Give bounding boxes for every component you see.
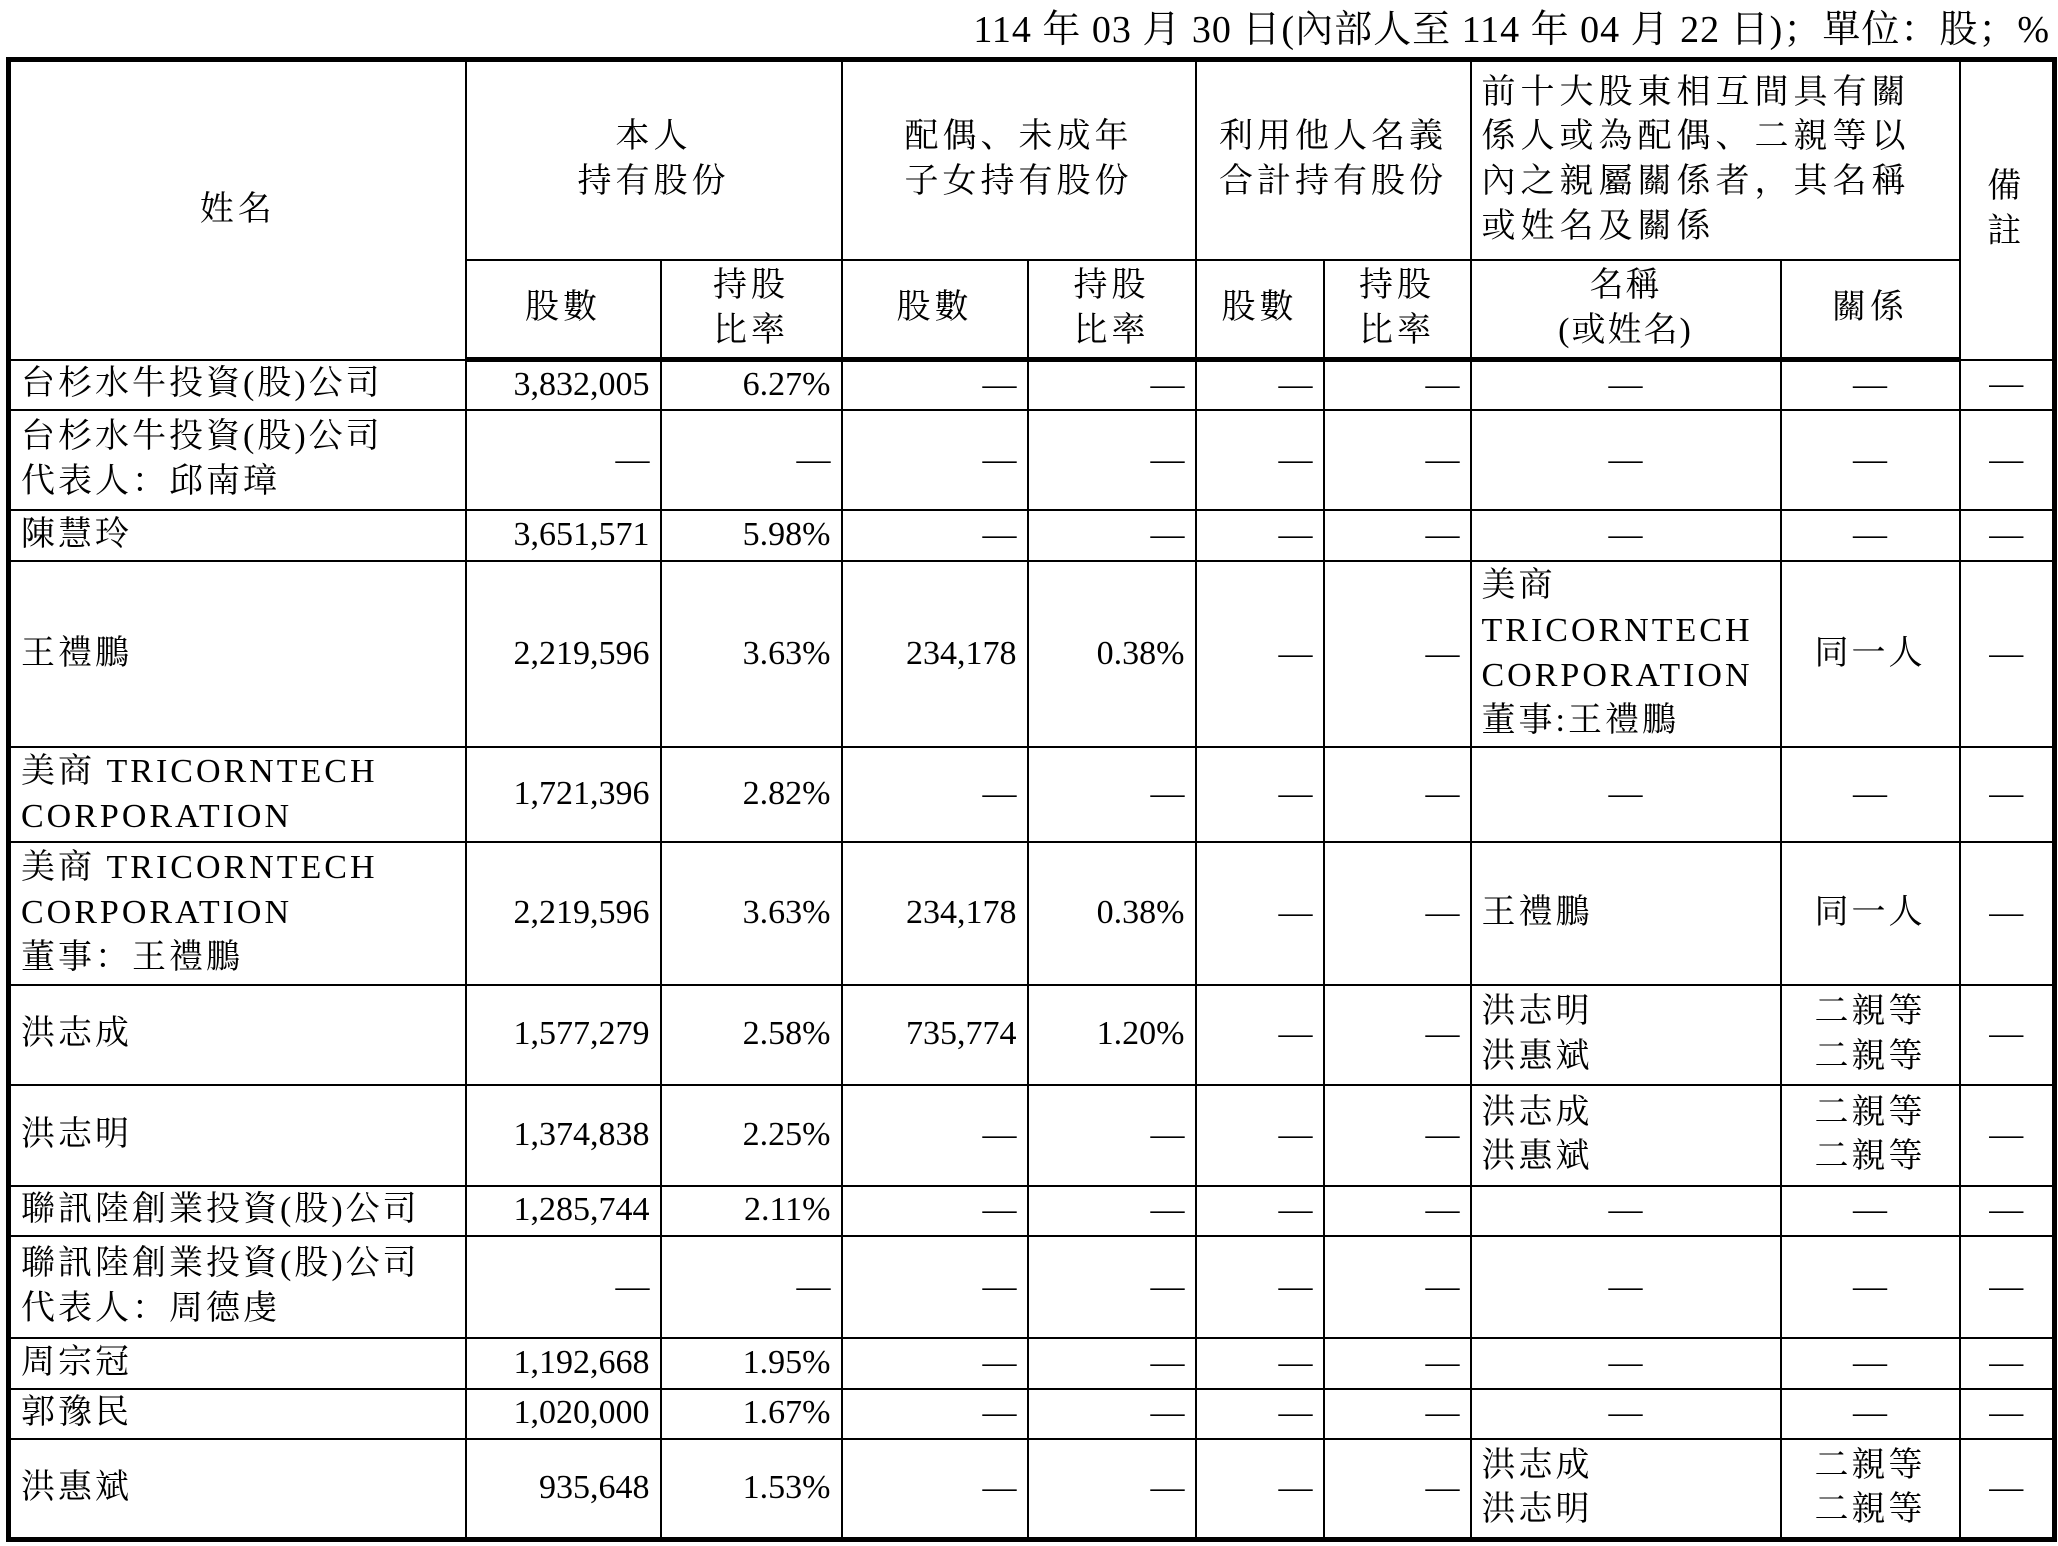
cell-nominee-shares: — xyxy=(1196,561,1324,748)
header-related-name: 名稱 (或姓名) xyxy=(1471,260,1781,360)
header-self-shares: 股數 xyxy=(466,260,661,360)
cell-related-relation: 二親等 二親等 xyxy=(1781,985,1960,1086)
cell-name: 陳慧玲 xyxy=(9,510,466,560)
table-row xyxy=(9,1338,2055,1388)
cell-remark: — xyxy=(1960,1338,2055,1388)
cell-related-relation: — xyxy=(1781,747,1960,841)
cell-nominee-ratio: — xyxy=(1324,1439,1471,1540)
cell-self-ratio: 1.53% xyxy=(661,1439,842,1540)
cell-related-relation: — xyxy=(1781,360,1960,410)
cell-nominee-shares: — xyxy=(1196,1236,1324,1339)
cell-self-ratio: 2.25% xyxy=(661,1085,842,1186)
cell-spouse-ratio: — xyxy=(1028,1389,1196,1439)
cell-related-name: 洪志明 洪惠斌 xyxy=(1471,985,1781,1086)
cell-self-ratio: 2.11% xyxy=(661,1186,842,1236)
cell-name: 聯訊陸創業投資(股)公司 代表人：周德虔 xyxy=(9,1236,466,1339)
cell-related-name: — xyxy=(1471,747,1781,841)
cell-related-name: 洪志成 洪惠斌 xyxy=(1471,1085,1781,1186)
cell-spouse-ratio: — xyxy=(1028,410,1196,511)
cell-nominee-ratio: — xyxy=(1324,1186,1471,1236)
cell-self-ratio: 5.98% xyxy=(661,510,842,560)
cell-spouse-ratio: — xyxy=(1028,1085,1196,1186)
cell-self-shares: — xyxy=(466,1236,661,1339)
table-row xyxy=(9,1085,2055,1186)
cell-nominee-shares: — xyxy=(1196,747,1324,841)
cell-spouse-shares: 735,774 xyxy=(842,985,1028,1086)
table-caption: 114 年 03 月 30 日(內部人至 114 年 04 月 22 日)；單位：股；% xyxy=(973,9,2050,51)
cell-name: 台杉水牛投資(股)公司 代表人：邱南璋 xyxy=(9,410,466,511)
cell-self-shares: 1,020,000 xyxy=(466,1389,661,1439)
cell-related-name: 美商 TRICORNTECH CORPORATION 董事:王禮鵬 xyxy=(1471,561,1781,748)
cell-remark: — xyxy=(1960,1439,2055,1540)
header-related-parties: 前十大股東相互間具有關係人或為配偶、二親等以內之親屬關係者，其名稱或姓名及關係 xyxy=(1471,60,1960,260)
table-row xyxy=(9,842,2055,985)
cell-self-ratio: 6.27% xyxy=(661,360,842,410)
header-spouse-ratio: 持股 比率 xyxy=(1028,260,1196,360)
cell-self-ratio: — xyxy=(661,410,842,511)
cell-spouse-ratio: — xyxy=(1028,1338,1196,1388)
cell-spouse-shares: — xyxy=(842,1389,1028,1439)
header-nominee-shares: 股數 xyxy=(1196,260,1324,360)
cell-related-name: — xyxy=(1471,410,1781,511)
cell-nominee-ratio: — xyxy=(1324,985,1471,1086)
cell-spouse-ratio: — xyxy=(1028,747,1196,841)
cell-related-name: 王禮鵬 xyxy=(1471,842,1781,985)
cell-self-shares: 2,219,596 xyxy=(466,842,661,985)
cell-related-relation: — xyxy=(1781,410,1960,511)
cell-self-shares: 1,577,279 xyxy=(466,985,661,1086)
cell-spouse-ratio: — xyxy=(1028,510,1196,560)
header-name: 姓名 xyxy=(9,60,466,360)
cell-name: 美商 TRICORNTECH CORPORATION xyxy=(9,747,466,841)
cell-nominee-shares: — xyxy=(1196,1338,1324,1388)
cell-name: 周宗冠 xyxy=(9,1338,466,1388)
cell-name: 郭豫民 xyxy=(9,1389,466,1439)
cell-related-name: — xyxy=(1471,360,1781,410)
table-row xyxy=(9,747,2055,841)
cell-nominee-ratio: — xyxy=(1324,1338,1471,1388)
cell-remark: — xyxy=(1960,747,2055,841)
cell-self-shares: 1,285,744 xyxy=(466,1186,661,1236)
cell-related-name: — xyxy=(1471,1186,1781,1236)
table-row xyxy=(9,1236,2055,1339)
cell-nominee-ratio: — xyxy=(1324,510,1471,560)
header-spouse-shares: 股數 xyxy=(842,260,1028,360)
cell-name: 美商 TRICORNTECH CORPORATION 董事：王禮鵬 xyxy=(9,842,466,985)
cell-spouse-ratio: 0.38% xyxy=(1028,842,1196,985)
cell-remark: — xyxy=(1960,1236,2055,1339)
cell-nominee-ratio: — xyxy=(1324,410,1471,511)
cell-nominee-shares: — xyxy=(1196,1439,1324,1540)
header-remark: 備 註 xyxy=(1960,60,2055,360)
cell-nominee-shares: — xyxy=(1196,1186,1324,1236)
cell-spouse-shares: — xyxy=(842,410,1028,511)
cell-spouse-ratio: — xyxy=(1028,1236,1196,1339)
header-nominee-ratio: 持股 比率 xyxy=(1324,260,1471,360)
cell-nominee-ratio: — xyxy=(1324,561,1471,748)
cell-related-relation: 二親等 二親等 xyxy=(1781,1439,1960,1540)
cell-name: 聯訊陸創業投資(股)公司 xyxy=(9,1186,466,1236)
cell-remark: — xyxy=(1960,1186,2055,1236)
table-row xyxy=(9,561,2055,748)
cell-nominee-shares: — xyxy=(1196,1085,1324,1186)
cell-spouse-shares: — xyxy=(842,1338,1028,1388)
header-self-holding: 本人 持有股份 xyxy=(466,60,842,260)
table-row xyxy=(9,1389,2055,1439)
cell-related-relation: — xyxy=(1781,1236,1960,1339)
cell-related-name: — xyxy=(1471,1236,1781,1339)
cell-self-shares: — xyxy=(466,410,661,511)
cell-spouse-shares: — xyxy=(842,360,1028,410)
cell-name: 洪惠斌 xyxy=(9,1439,466,1540)
cell-related-relation: 同一人 xyxy=(1781,842,1960,985)
cell-nominee-ratio: — xyxy=(1324,747,1471,841)
table-row xyxy=(9,360,2055,410)
cell-spouse-shares: 234,178 xyxy=(842,842,1028,985)
cell-spouse-shares: 234,178 xyxy=(842,561,1028,748)
shareholder-table xyxy=(6,57,2057,1542)
cell-nominee-shares: — xyxy=(1196,360,1324,410)
header-spouse-holding: 配偶、未成年 子女持有股份 xyxy=(842,60,1196,260)
table-row xyxy=(9,510,2055,560)
cell-nominee-ratio: — xyxy=(1324,842,1471,985)
cell-self-ratio: — xyxy=(661,1236,842,1339)
cell-spouse-shares: — xyxy=(842,1439,1028,1540)
cell-spouse-shares: — xyxy=(842,747,1028,841)
cell-related-name: — xyxy=(1471,510,1781,560)
cell-remark: — xyxy=(1960,510,2055,560)
cell-remark: — xyxy=(1960,1085,2055,1186)
cell-self-shares: 1,374,838 xyxy=(466,1085,661,1186)
cell-self-shares: 2,219,596 xyxy=(466,561,661,748)
cell-related-name: — xyxy=(1471,1389,1781,1439)
cell-self-ratio: 3.63% xyxy=(661,561,842,748)
header-related-relation: 關係 xyxy=(1781,260,1960,360)
cell-nominee-shares: — xyxy=(1196,510,1324,560)
cell-spouse-ratio: 0.38% xyxy=(1028,561,1196,748)
cell-nominee-ratio: — xyxy=(1324,1236,1471,1339)
cell-self-ratio: 2.82% xyxy=(661,747,842,841)
table-row xyxy=(9,985,2055,1086)
cell-self-shares: 1,192,668 xyxy=(466,1338,661,1388)
cell-self-ratio: 1.95% xyxy=(661,1338,842,1388)
cell-related-relation: — xyxy=(1781,1389,1960,1439)
cell-remark: — xyxy=(1960,985,2055,1086)
cell-self-shares: 935,648 xyxy=(466,1439,661,1540)
table-row xyxy=(9,1439,2055,1540)
cell-self-ratio: 3.63% xyxy=(661,842,842,985)
cell-related-relation: — xyxy=(1781,510,1960,560)
cell-spouse-shares: — xyxy=(842,1085,1028,1186)
cell-related-relation: 同一人 xyxy=(1781,561,1960,748)
cell-name: 洪志明 xyxy=(9,1085,466,1186)
cell-remark: — xyxy=(1960,360,2055,410)
cell-related-name: 洪志成 洪志明 xyxy=(1471,1439,1781,1540)
cell-name: 台杉水牛投資(股)公司 xyxy=(9,360,466,410)
header-self-ratio: 持股 比率 xyxy=(661,260,842,360)
cell-name: 王禮鵬 xyxy=(9,561,466,748)
cell-remark: — xyxy=(1960,410,2055,511)
cell-nominee-shares: — xyxy=(1196,410,1324,511)
cell-spouse-ratio: 1.20% xyxy=(1028,985,1196,1086)
cell-spouse-shares: — xyxy=(842,510,1028,560)
cell-nominee-ratio: — xyxy=(1324,360,1471,410)
cell-related-relation: — xyxy=(1781,1338,1960,1388)
cell-nominee-ratio: — xyxy=(1324,1389,1471,1439)
cell-spouse-ratio: — xyxy=(1028,360,1196,410)
cell-remark: — xyxy=(1960,561,2055,748)
cell-related-relation: — xyxy=(1781,1186,1960,1236)
cell-spouse-shares: — xyxy=(842,1236,1028,1339)
cell-self-shares: 3,651,571 xyxy=(466,510,661,560)
cell-related-relation: 二親等 二親等 xyxy=(1781,1085,1960,1186)
table-row xyxy=(9,410,2055,511)
cell-remark: — xyxy=(1960,1389,2055,1439)
cell-remark: — xyxy=(1960,842,2055,985)
cell-self-shares: 3,832,005 xyxy=(466,360,661,410)
cell-spouse-ratio: — xyxy=(1028,1439,1196,1540)
cell-spouse-shares: — xyxy=(842,1186,1028,1236)
header-nominee-holding: 利用他人名義 合計持有股份 xyxy=(1196,60,1471,260)
cell-nominee-ratio: — xyxy=(1324,1085,1471,1186)
cell-nominee-shares: — xyxy=(1196,985,1324,1086)
cell-self-ratio: 2.58% xyxy=(661,985,842,1086)
table-row xyxy=(9,1186,2055,1236)
cell-nominee-shares: — xyxy=(1196,1389,1324,1439)
cell-spouse-ratio: — xyxy=(1028,1186,1196,1236)
cell-self-ratio: 1.67% xyxy=(661,1389,842,1439)
cell-name: 洪志成 xyxy=(9,985,466,1086)
cell-related-name: — xyxy=(1471,1338,1781,1388)
cell-self-shares: 1,721,396 xyxy=(466,747,661,841)
cell-nominee-shares: — xyxy=(1196,842,1324,985)
